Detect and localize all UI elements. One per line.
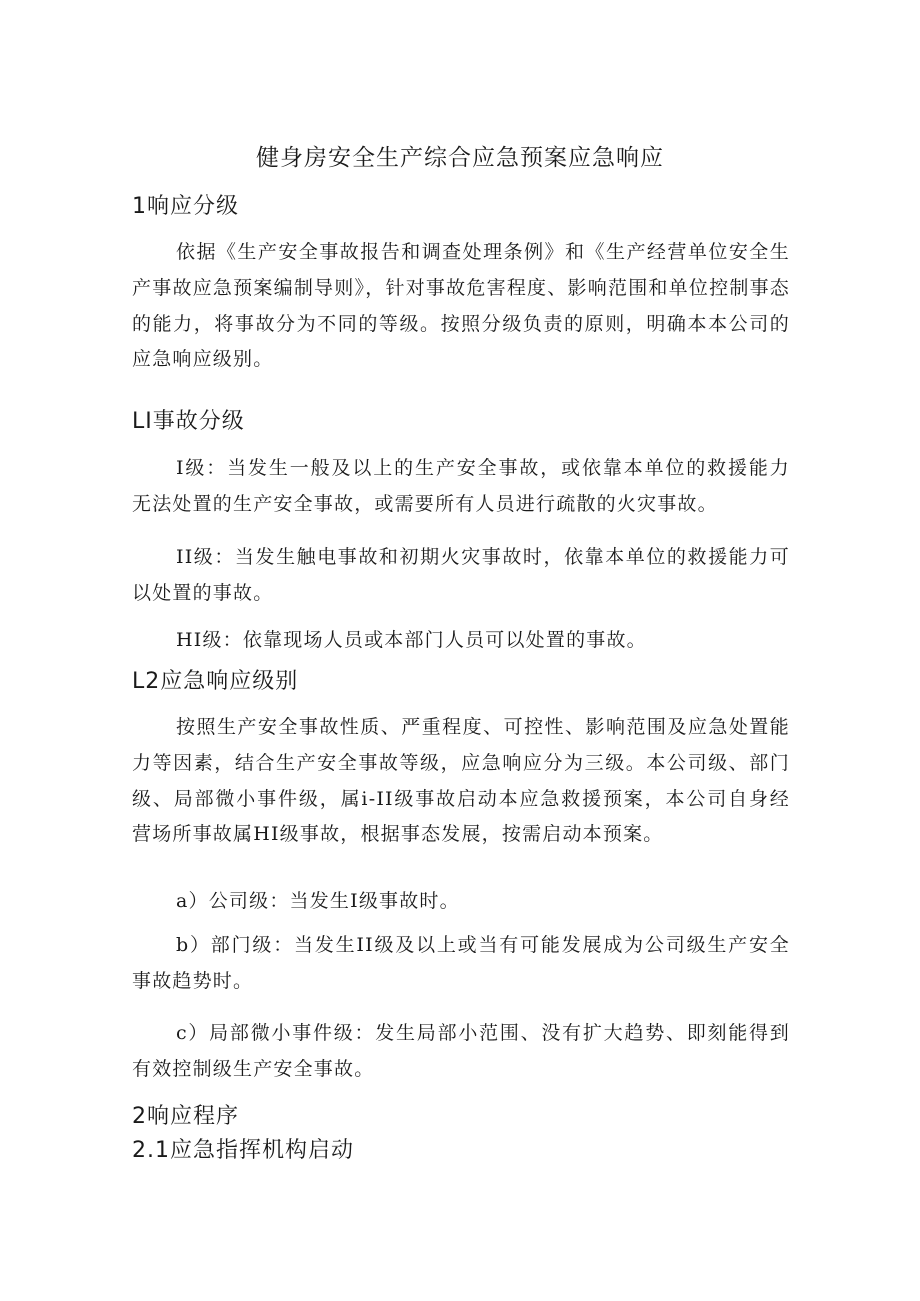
section-heading-2-1: 2.1应急指挥机构启动 — [132, 1138, 354, 1163]
document-title: 健身房安全生产综合应急预案应急响应 — [256, 145, 664, 171]
response-item-b: b）部门级：当发生II级及以上或当有可能发展成为公司级生产安全事故趋势时。 — [132, 934, 790, 992]
section-heading-1: 1响应分级 — [132, 194, 239, 219]
section-1-intro-paragraph: 依据《生产安全事故报告和调查处理条例》和《生产经营单位安全生产事故应急预案编制导则》，针对事故危害程度、影响范围和单位控制事态的能力，将事故分为不同的等级。按照分级负责的原则，明确本本公司的应急响应级别。 — [132, 241, 790, 371]
accident-level-1-paragraph: I级：当发生一般及以上的生产安全事故，或依靠本单位的救援能力无法处置的生产安全事故，或需要所有人员进行疏散的火灾事故。 — [132, 457, 790, 515]
response-item-c: c）局部微小事件级：发生局部小范围、没有扩大趋势、即刻能得到有效控制级生产安全事故。 — [132, 1022, 790, 1080]
response-level-intro-paragraph: 按照生产安全事故性质、严重程度、可控性、影响范围及应急处置能力等因素，结合生产安全事故等级，应急响应分为三级。本公司级、部门级、局部微小事件级，属i-II级事故启动本应急救援预案，本公司自身经营场所事故属HI级事故，根据事态发展，按需启动本预案。 — [132, 716, 790, 846]
accident-level-2-paragraph: II级：当发生触电事故和初期火灾事故时，依靠本单位的救援能力可以处置的事故。 — [132, 546, 790, 604]
section-heading-2: 2响应程序 — [132, 1104, 239, 1129]
section-heading-1-2: L2应急响应级别 — [132, 669, 299, 694]
section-heading-1-1: LI事故分级 — [132, 409, 245, 434]
accident-level-3-paragraph: HI级：依靠现场人员或本部门人员可以处置的事故。 — [176, 629, 647, 651]
response-item-a: a）公司级：当发生I级事故时。 — [176, 890, 460, 912]
